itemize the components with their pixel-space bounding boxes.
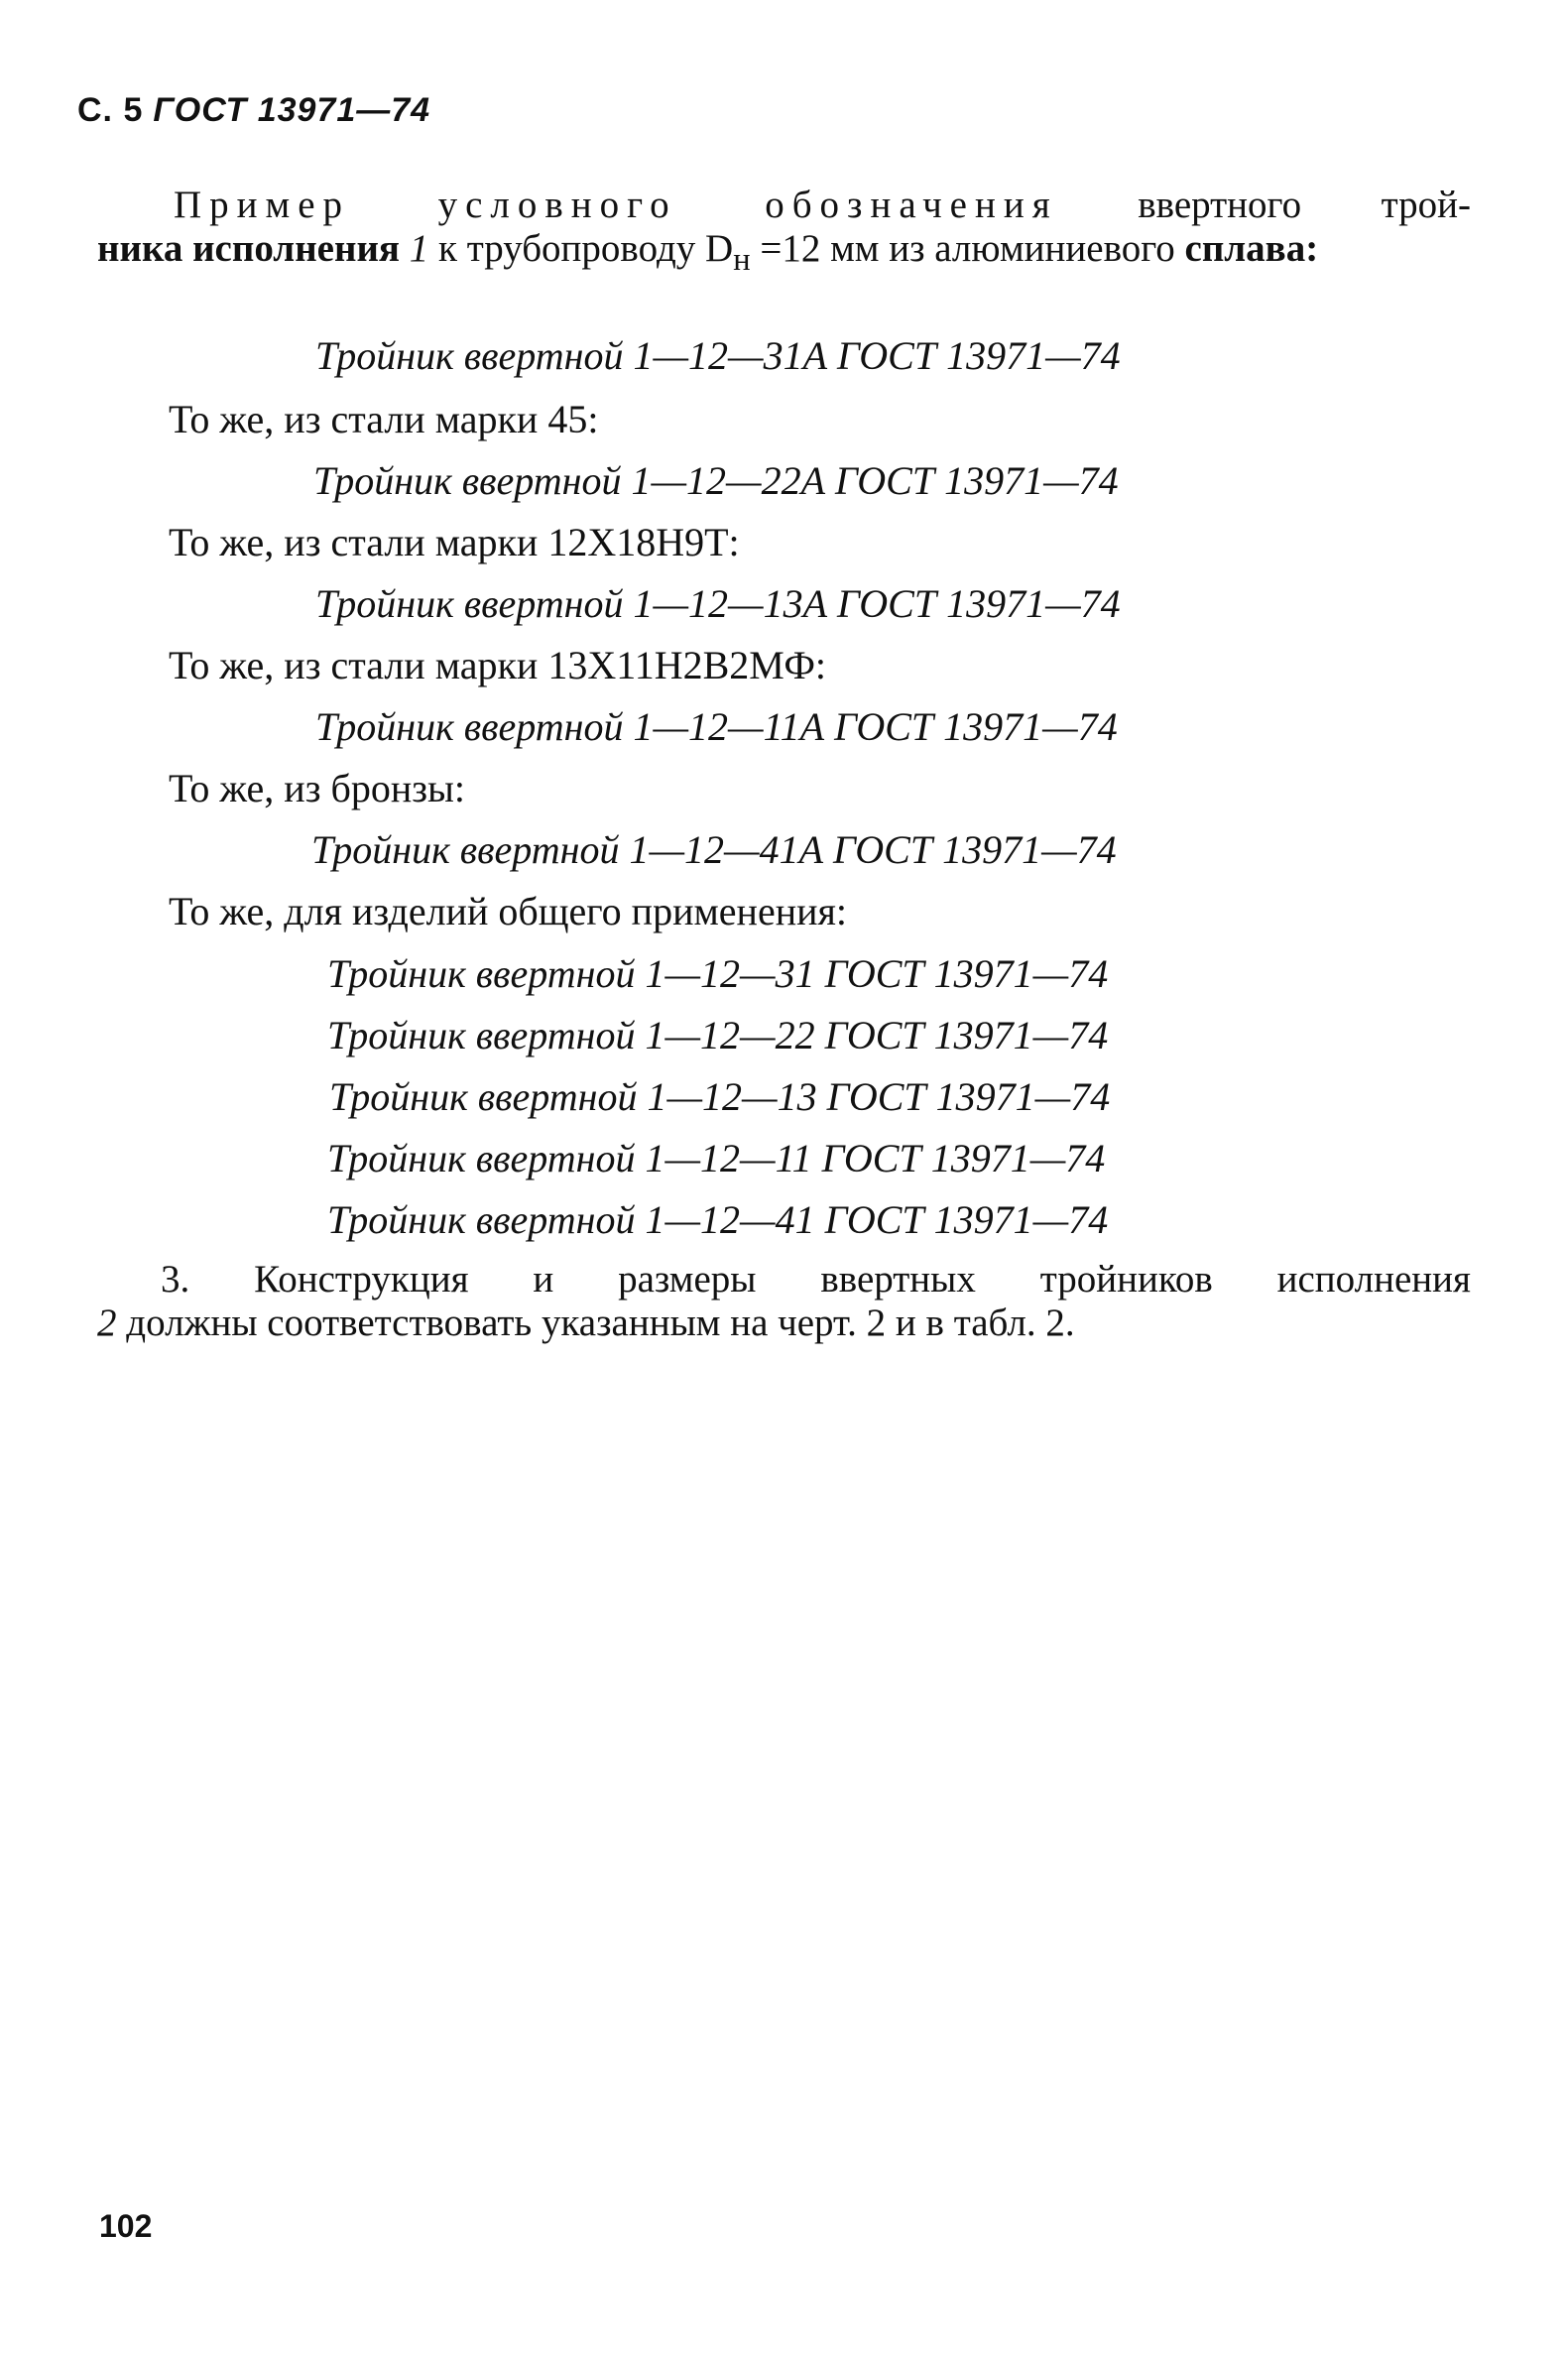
intro-line-3: сплава:: [1184, 227, 1319, 270]
general-designation: Тройник ввертной 1—12—22 ГОСТ 13971—74: [327, 1013, 1109, 1057]
page-number: 102: [99, 2208, 153, 2244]
general-designation: Тройник ввертной 1—12—31 ГОСТ 13971—74: [327, 951, 1109, 996]
intro-bold-text: ника исполнения: [97, 227, 401, 270]
version-number: 2: [97, 1302, 117, 1344]
designation-example: Тройник ввертной 1—12—13А ГОСТ 13971—74: [315, 581, 1121, 626]
intro-line-2-end: =12 мм из алюминиевого: [750, 227, 1175, 270]
clause-3-line-2: должны соответствовать указанным на черт. 2 и в табл. 2.: [116, 1302, 1075, 1344]
standard-ref: ГОСТ 13971—74: [153, 91, 431, 129]
version-number: 1: [400, 227, 429, 270]
designation-example: Тройник ввертной 1—12—31А ГОСТ 13971—74: [315, 333, 1121, 378]
general-designation: Тройник ввертной 1—12—13 ГОСТ 13971—74: [329, 1074, 1111, 1119]
example-label: То же, из стали марки 45:: [169, 397, 599, 441]
designation-example: Тройник ввертной 1—12—11А ГОСТ 13971—74: [315, 704, 1118, 749]
designation-example: Тройник ввертной 1—12—41А ГОСТ 13971—74: [311, 827, 1117, 872]
example-label: То же, из бронзы:: [169, 766, 466, 810]
example-label: То же, из стали марки 12Х18Н9Т:: [169, 520, 740, 564]
intro-line-1-rest: ввертного трой-: [1057, 184, 1471, 226]
general-designation: Тройник ввертной 1—12—41 ГОСТ 13971—74: [327, 1197, 1109, 1242]
intro-line-1: [97, 184, 1471, 227]
general-use-label: То же, для изделий общего применения:: [169, 889, 848, 933]
example-label: То же, из стали марки 13Х11Н2В2МФ:: [169, 643, 827, 687]
clause-3: [97, 1258, 1471, 1345]
nominal-subscript: н: [733, 241, 751, 278]
designation-example-intro: [97, 184, 1471, 282]
page-header: [77, 91, 430, 130]
designation-example: Тройник ввертной 1—12—22А ГОСТ 13971—74: [313, 458, 1119, 503]
intro-line-2-rest: к трубопроводу D: [428, 227, 734, 270]
general-designation: Тройник ввертной 1—12—11 ГОСТ 13971—74: [327, 1136, 1106, 1180]
clause-3-line-1: 3. Конструкция и размеры ввертных тройников исполнения: [161, 1258, 1471, 1301]
page-ref: С. 5: [77, 91, 144, 129]
intro-spaced-text: Пример условного обозначения: [174, 184, 1058, 226]
